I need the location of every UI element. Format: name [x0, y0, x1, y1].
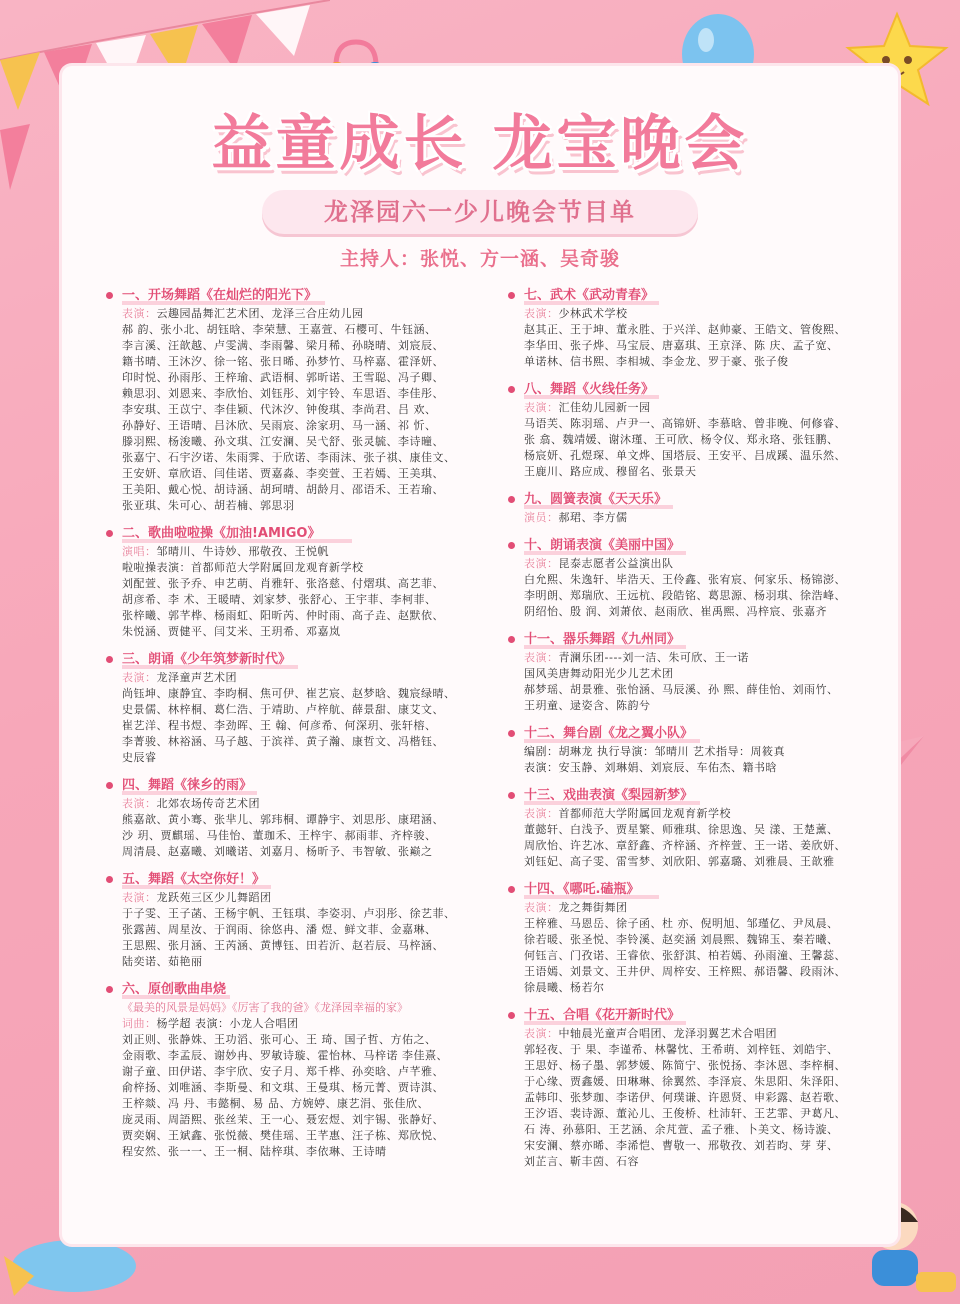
- program-title-text: 二、歌曲啦啦操《加油!AMIGO》: [122, 526, 321, 541]
- performer-line: [104, 1096, 474, 1112]
- bullet-dot-icon: [508, 1012, 515, 1019]
- performer-names: 何钰言、门孜诺、王睿依、张舒淇、柏若嫣、孙雨潼、王馨蕊、: [524, 949, 846, 962]
- performer-line: [506, 964, 876, 980]
- performer-names: 俞梓扬、刘唯涵、李斯曼、和文琪、王曼琪、杨元菁、贾诗淇、: [122, 1081, 444, 1094]
- role-label: 表演：: [524, 651, 559, 664]
- program-item: [506, 490, 876, 526]
- performer-line: [506, 448, 876, 464]
- program-title-text: 十四、《哪吒.磕瓶》: [524, 882, 640, 897]
- performer-names: 熊嘉歆、黄小骞、张芈儿、郭玮桐、谭静宇、刘思彤、康珺涵、: [122, 813, 444, 826]
- performer-names: 龙之舞街舞团: [558, 901, 628, 914]
- performer-names: 周欣怡、许艺冰、章舒鑫、齐梓涵、齐梓萱、王一诺、姜欣妍、: [524, 839, 846, 852]
- program-title: [506, 880, 876, 900]
- performer-line: [506, 1138, 876, 1154]
- performer-line: [104, 434, 474, 450]
- performer-names: 啦啦操表演：首都师范大学附属回龙观育新学校: [122, 561, 364, 574]
- role-label: 表演：: [122, 797, 157, 810]
- performer-names: 北郊农场传奇艺术团: [156, 797, 260, 810]
- role-label: 表演：: [122, 307, 157, 320]
- performer-line: [104, 418, 474, 434]
- performer-line: [104, 560, 474, 576]
- bullet-dot-icon: [106, 782, 113, 789]
- bullet-dot-icon: [508, 542, 515, 549]
- performer-line: [104, 1112, 474, 1128]
- performer-names: 阴绍怡、殷 润、刘萧依、赵雨欣、崔禹熙、冯梓宸、张嘉齐: [524, 605, 827, 618]
- performer-line: [104, 592, 474, 608]
- program-item: [506, 630, 876, 714]
- performer-names: 宋安澜、蔡亦晞、李浠恺、曹敬一、邢敬孜、刘若昀、芽 芽、: [524, 1139, 839, 1152]
- performer-line: [506, 838, 876, 854]
- performer-names: 程安然、张一一、王一桐、陆梓琪、李依琳、王诗晴: [122, 1145, 387, 1158]
- performer-names: 李明朗、郑瑞欣、王远杭、段皓铭、葛思源、杨羽琪、徐浩峰、: [524, 589, 846, 602]
- program-title: [506, 630, 876, 650]
- program-title: [104, 524, 474, 544]
- program-title-text: 十五、合唱《花开新时代》: [524, 1008, 681, 1023]
- program-title-text: 十三、戏曲表演《梨园新梦》: [524, 788, 694, 803]
- performer-names: 中轴晨光童声合唱团、龙泽羽翼艺术合唱团: [558, 1027, 777, 1040]
- bullet-dot-icon: [106, 530, 113, 537]
- role-label: 表演：: [122, 891, 157, 904]
- performer-names: 徐晨曦、杨若尔: [524, 981, 605, 994]
- performer-line: [506, 1058, 876, 1074]
- performer-line: [506, 698, 876, 714]
- performer-names: 邹晴川、牛诗妙、邢敬孜、王悦帆: [156, 545, 329, 558]
- performer-line: [104, 1016, 474, 1032]
- performer-names: 史景儒、林梓桐、葛仁浩、于靖助、卢梓航、薛景甜、康艾文、: [122, 703, 444, 716]
- performer-line: [104, 544, 474, 560]
- performer-names: 王梓雅、马恩岳、徐子函、杜 亦、倪明旭、邹瑾亿、尹凤晨、: [524, 917, 839, 930]
- performer-line: [506, 744, 876, 760]
- performer-line: [104, 1128, 474, 1144]
- program-title: [506, 380, 876, 400]
- program-title: [104, 650, 474, 670]
- program-item: [506, 1006, 876, 1170]
- program-title-text: 七、武术《武动青春》: [524, 288, 655, 303]
- performer-line: [104, 938, 474, 954]
- role-label: 表演：: [524, 901, 559, 914]
- performer-names: 张亚琪、朱可心、胡若楠、郭思羽: [122, 499, 295, 512]
- performer-names: 少林武术学校: [558, 307, 628, 320]
- performer-line: [506, 916, 876, 932]
- performer-line: [104, 702, 474, 718]
- performer-line: [506, 900, 876, 916]
- performer-line: [506, 464, 876, 480]
- performer-names: 于子雯、王子菡、王杨宇帆、王钰琪、李姿羽、卢羽彤、徐艺菲、: [122, 907, 456, 920]
- performer-line: [104, 402, 474, 418]
- program-item: [104, 524, 474, 640]
- performer-line: [104, 890, 474, 906]
- program-title-text: 三、朗诵《少年筑梦新时代》: [122, 652, 292, 667]
- performer-names: 张 翕、魏靖媛、谢沐瑾、王可欣、杨令仪、郑永珞、张钰鹏、: [524, 433, 839, 446]
- program-title: [506, 724, 876, 744]
- performer-names: 张梓曦、郭芊桦、杨雨虹、阳昕芮、仲时雨、高子垚、赵默依、: [122, 609, 444, 622]
- performer-names: 印时悦、孙雨彤、王梓瑜、武语桐、郭昕诺、王雪聪、冯子卿、: [122, 371, 444, 384]
- performer-names: 杨宸妍、孔煜琛、单文烨、国塔辰、王安平、吕成蹊、温乐然、: [524, 449, 846, 462]
- role-label: 演员：: [524, 511, 559, 524]
- bullet-dot-icon: [508, 730, 515, 737]
- program-title-text: 十一、器乐舞蹈《九州同》: [524, 632, 681, 647]
- performer-line: [506, 306, 876, 322]
- performer-line: [104, 828, 474, 844]
- performer-line: [506, 432, 876, 448]
- performer-names: 龙跃苑三区少儿舞蹈团: [156, 891, 272, 904]
- performer-names: 王梓燚、冯 丹、韦懿桐、易 品、方婉婷、康艺涓、张佳欣、: [122, 1097, 429, 1110]
- program-title-text: 九、圆簧表演《天天乐》: [524, 492, 668, 507]
- performer-line: [104, 466, 474, 482]
- performer-line: [104, 796, 474, 812]
- bullet-dot-icon: [106, 876, 113, 883]
- performer-names: 石 涛、孙慕阳、王艺涵、余芃萱、孟子雅、卜美文、杨诗漩、: [524, 1123, 839, 1136]
- role-label: 演唱：: [122, 545, 157, 558]
- performer-names: 张嘉宁、石宇汐诺、朱雨霁、于欣诺、李雨沫、张子祺、康佳文、: [122, 451, 456, 464]
- program-item: [506, 286, 876, 370]
- performer-names: 刘配萱、张予乔、申艺萌、肖雅轩、张洛慈、付熠琪、高艺菲、: [122, 577, 444, 590]
- program-title-text: 八、舞蹈《火线任务》: [524, 382, 655, 397]
- performer-line: [104, 608, 474, 624]
- performer-names: 龙泽童声艺术团: [156, 671, 237, 684]
- program-item: [104, 776, 474, 860]
- program-title: [104, 776, 474, 796]
- program-item: [104, 870, 474, 970]
- performer-line: [104, 670, 474, 686]
- program-title-text: 五、舞蹈《太空你好！》: [122, 872, 266, 887]
- performer-names: 史辰睿: [122, 751, 157, 764]
- performer-names: 单诺林、信书熙、李相城、李金龙、罗于豪、张子俊: [524, 355, 789, 368]
- performer-names: 李菁骏、林裕涵、马子越、于滨祥、黄子瀚、康哲文、冯楷钰、: [122, 735, 444, 748]
- performer-names: 籍书晴、王沐汐、徐一铭、张日晞、孙梦竹、马梓嘉、霍泽妍、: [122, 355, 444, 368]
- performer-line: [104, 386, 474, 402]
- performer-names: 谢子童、田伊诺、李宇欣、安子月、郑千桦、孙奕晗、卢芊雅、: [122, 1065, 444, 1078]
- program-title: [104, 980, 474, 1000]
- performer-line: [104, 922, 474, 938]
- performer-names: 孟韩印、张梦珈、李诺伊、何璞谦、许恩贤、申彩露、赵若歌、: [524, 1091, 846, 1104]
- performer-names: 于心缘、贾鑫媛、田琳琳、徐翼然、李泽宸、朱思阳、朱泽阳、: [524, 1075, 846, 1088]
- performer-line: [506, 682, 876, 698]
- program-item: [104, 980, 474, 1160]
- subtitle-banner: [262, 190, 698, 234]
- performer-names: 赵其正、王于坤、董永胜、于兴洋、赵帅豪、王皓文、管俊熙、: [524, 323, 846, 336]
- performer-line: [506, 510, 876, 526]
- page-title: 益童成长 龙宝晚会: [211, 109, 749, 179]
- performer-names: 郭轻夜、于 果、李谨希、林馨忱、王希萌、刘梓钰、刘皓宇、: [524, 1043, 839, 1056]
- performer-line: [506, 1154, 876, 1170]
- program-title: [104, 870, 474, 890]
- program-title-text: 一、开场舞蹈《在灿烂的阳光下》: [122, 288, 318, 303]
- performer-line: [104, 450, 474, 466]
- program-item: [506, 380, 876, 480]
- performer-names: 白允熙、朱逸轩、毕浩天、王伶鑫、张宥宸、何家乐、杨锦澎、: [524, 573, 846, 586]
- performer-names: 庞灵雨、周語熙、张丝茉、王一心、聂宏煜、刘宇锡、张静好、: [122, 1113, 444, 1126]
- bullet-dot-icon: [508, 386, 515, 393]
- bullet-dot-icon: [508, 496, 515, 503]
- performer-names: 崔艺洋、程书煜、李劲晖、王 翰、何彦希、何深玥、张轩榕、: [122, 719, 437, 732]
- performer-line: [104, 734, 474, 750]
- performer-line: [506, 354, 876, 370]
- performer-line: [506, 666, 876, 682]
- performer-names: 王语嫣、刘景文、王井伊、周梓安、王梓熙、郝语馨、段雨沐、: [524, 965, 846, 978]
- performer-names: 刘钰妃、高子雯、雷雪梦、刘欣阳、郭嘉璐、刘雅晨、王歆雅: [524, 855, 835, 868]
- performer-names: 王玥童、逯姿含、陈韵兮: [524, 699, 651, 712]
- performer-names: 陆奕诺、茹艳丽: [122, 955, 203, 968]
- performer-names: 李安琪、王苡宁、李佳颖、代沐汐、钟俊琪、李尚君、吕 欢、: [122, 403, 437, 416]
- performer-names: 编剧：胡琳龙 执行导演：邹晴川 艺术指导：周筱真: [524, 745, 785, 758]
- role-label: 表演：: [524, 307, 559, 320]
- performer-line: [506, 1074, 876, 1090]
- role-label: 表演：: [122, 671, 157, 684]
- performer-line: [104, 906, 474, 922]
- performer-line: [104, 1064, 474, 1080]
- program-title-text: 十二、舞台剧《龙之翼小队》: [524, 726, 694, 741]
- performer-line: [506, 556, 876, 572]
- performer-line: [104, 370, 474, 386]
- performer-line: [506, 1026, 876, 1042]
- performer-names: 王安妍、章欣语、闫佳诺、贾嘉淼、李奕萱、王若嫣、王美琪、: [122, 467, 444, 480]
- performer-line: [506, 322, 876, 338]
- performer-line: [104, 576, 474, 592]
- performer-line: [104, 954, 474, 970]
- performer-line: [506, 416, 876, 432]
- performer-names: 昆泰志愿者公益演出队: [558, 557, 674, 570]
- performer-names: 马语芙、陈羽瑶、卢尹一、高锦妍、李慕晗、曾非晚、何修睿、: [524, 417, 846, 430]
- performer-names: 刘芷言、靳丰茵、石容: [524, 1155, 639, 1168]
- bullet-dot-icon: [508, 886, 515, 893]
- performer-line: [104, 338, 474, 354]
- performer-line: [104, 306, 474, 322]
- performer-names: 王美阳、戴心悦、胡诗涵、胡珂晴、胡龄月、邵语禾、王若瑜、: [122, 483, 444, 496]
- performer-line: [506, 822, 876, 838]
- performer-line: [104, 1048, 474, 1064]
- performer-line: [506, 932, 876, 948]
- performer-line: [506, 806, 876, 822]
- right-column: [506, 286, 876, 1180]
- performer-names: 郝梦瑶、胡景雅、张怡涵、马辰溪、孙 熙、薛佳怡、刘雨竹、: [524, 683, 839, 696]
- program-title-text: 六、原创歌曲串烧: [122, 982, 227, 997]
- performer-names: 王思熙、张月涵、王芮涵、黄博钰、田若沂、赵若辰、马梓涵、: [122, 939, 444, 952]
- performer-names: 云趣园晶舞汇艺术团、龙泽三合庄幼儿园: [156, 307, 364, 320]
- performer-names: 朱悦涵、贾健平、闫艾米、王玥希、邓嘉岚: [122, 625, 341, 638]
- bullet-dot-icon: [508, 792, 515, 799]
- performer-line: [104, 686, 474, 702]
- performer-names: 李华田、张子烨、马宝辰、唐嘉琪、王京泽、陈 庆、孟子宽、: [524, 339, 839, 352]
- performer-names: 徐若暖、张圣悦、李铃溪、赵奕涵 刘晨熙、魏锦玉、秦若曦、: [524, 933, 839, 946]
- program-title-text: 四、舞蹈《徕乡的雨》: [122, 778, 253, 793]
- performer-names: 首都师范大学附属回龙观育新学校: [558, 807, 731, 820]
- program-item: [104, 286, 474, 514]
- performer-line: [104, 812, 474, 828]
- performer-line: [506, 400, 876, 416]
- bullet-dot-icon: [106, 986, 113, 993]
- program-title: [506, 786, 876, 806]
- performer-line: [506, 1042, 876, 1058]
- performer-line: [506, 1106, 876, 1122]
- performer-line: [506, 604, 876, 620]
- performer-names: 李言溪、汪歆越、卢雯满、李雨馨、梁月稀、孙晓晴、刘宸辰、: [122, 339, 444, 352]
- bullet-dot-icon: [106, 292, 113, 299]
- performer-line: [104, 498, 474, 514]
- performer-line: [506, 572, 876, 588]
- bullet-dot-icon: [106, 656, 113, 663]
- performer-line: [506, 588, 876, 604]
- performer-names: 王思妤、杨子墨、郭梦媛、陈简宁、张悦扬、李沐恩、李梓桐、: [524, 1059, 846, 1072]
- performer-names: 周清晨、赵嘉曦、刘曦诺、刘嘉月、杨昕予、韦智敏、张巅之: [122, 845, 433, 858]
- program-title: [506, 490, 876, 510]
- program-title: [506, 286, 876, 306]
- role-label: 表演：: [524, 1027, 559, 1040]
- performer-line: [104, 482, 474, 498]
- role-label: 表演：: [524, 557, 559, 570]
- performer-line: [104, 1144, 474, 1160]
- subtitle: 龙泽园六一少儿晚会节目单: [324, 198, 636, 226]
- performer-names: 王鹿川、路应成、穆留名、张景天: [524, 465, 697, 478]
- performer-names: 汇佳幼儿园新一园: [558, 401, 651, 414]
- performer-line: [506, 650, 876, 666]
- performer-line: [104, 1032, 474, 1048]
- performer-line: [104, 322, 474, 338]
- program-item: [506, 536, 876, 620]
- performer-line: [506, 948, 876, 964]
- performer-line: [104, 718, 474, 734]
- performer-names: 王汐语、裴诗源、董沁儿、王俊桥、杜沛轩、王艺霏、尹葛凡、: [524, 1107, 846, 1120]
- program-title-text: 十、朗诵表演《美丽中国》: [524, 538, 681, 553]
- performer-line: [506, 338, 876, 354]
- performer-names: 沙 玥、贾麒瑶、马佳怡、董珈禾、王梓宇、郝雨菲、齐梓骏、: [122, 829, 437, 842]
- performer-names: 青澜乐团----刘一洁、朱可欣、王一诺: [558, 651, 749, 664]
- performer-line: [506, 1122, 876, 1138]
- performer-line: [506, 980, 876, 996]
- program-item: [104, 650, 474, 766]
- program-title: [506, 536, 876, 556]
- song-list: 《最美的风景是妈妈》《厉害了我的爸》《龙泽园幸福的家》: [122, 1001, 408, 1014]
- bullet-dot-icon: [508, 292, 515, 299]
- performer-line: [104, 750, 474, 766]
- performer-names: 董懿轩、白浅予、贾星繁、师雅琪、徐思逸、吴 漾、王楚薰、: [524, 823, 839, 836]
- performer-names: 杨学超 表演：小龙人合唱团: [156, 1017, 299, 1030]
- performer-names: 滕羽熙、杨浚曦、孙文琪、江安澜、吴弋舒、张灵毓、李诗曈、: [122, 435, 444, 448]
- program-title: [506, 1006, 876, 1026]
- program-title: [104, 286, 474, 306]
- program-item: [506, 786, 876, 870]
- role-label: 表演：: [524, 401, 559, 414]
- performer-line: [506, 854, 876, 870]
- performer-names: 尚钰坤、康静宜、李昀桐、焦可伊、崔艺宸、赵梦晗、魏宸绿晴、: [122, 687, 456, 700]
- performer-names: 郝 韵、张小北、胡钰晗、李荣慧、王嘉萱、石樱可、牛钰涵、: [122, 323, 437, 336]
- performer-line: [506, 760, 876, 776]
- performer-names: 贾奕娴、王斌鑫、张悦薇、樊佳瑶、王芊惠、汪子栋、郑欣悦、: [122, 1129, 444, 1142]
- performer-names: 孙静好、王语晴、吕沐欣、吴雨宸、涂家玥、马一涵、祁 忻、: [122, 419, 437, 432]
- performer-names: 刘正则、张静姝、王功滔、张可心、王 琦、国子哲、方佑之、: [122, 1033, 437, 1046]
- role-label: 表演：: [524, 807, 559, 820]
- performer-line: [104, 1080, 474, 1096]
- performer-names: 张露茜、周星汝、于润雨、徐悠冉、潘 煜、鲜文菲、金嘉琳、: [122, 923, 437, 936]
- performer-names: 国风美唐舞动阳光少儿艺术团: [524, 667, 674, 680]
- program-item: [506, 880, 876, 996]
- hosts-line: 主持人：张悦、方一涵、吴奇骏: [339, 248, 620, 270]
- performer-names: 表演：安玉静、刘琳娟、刘宸辰、车佑杰、籍书晗: [524, 761, 777, 774]
- performer-line: [506, 1090, 876, 1106]
- performer-line: [104, 624, 474, 640]
- performer-names: 赖思羽、刘恩来、李欣怡、刘钰彤、刘宇铃、车思语、李佳彤、: [122, 387, 444, 400]
- performer-names: 金雨歌、李孟辰、谢妙冉、罗敏诗璇、霍怡林、马梓诺 李佳熹、: [122, 1049, 448, 1062]
- performer-line: [104, 354, 474, 370]
- performer-names: 胡彦希、李 术、王暖晴、刘家梦、张舒心、王宇菲、李柯菲、: [122, 593, 437, 606]
- performer-line: [104, 844, 474, 860]
- performer-names: 郝珺、李方儒: [558, 511, 628, 524]
- left-column: [104, 286, 474, 1170]
- program-item: [506, 724, 876, 776]
- bullet-dot-icon: [508, 636, 515, 643]
- role-label: 词曲：: [122, 1017, 157, 1030]
